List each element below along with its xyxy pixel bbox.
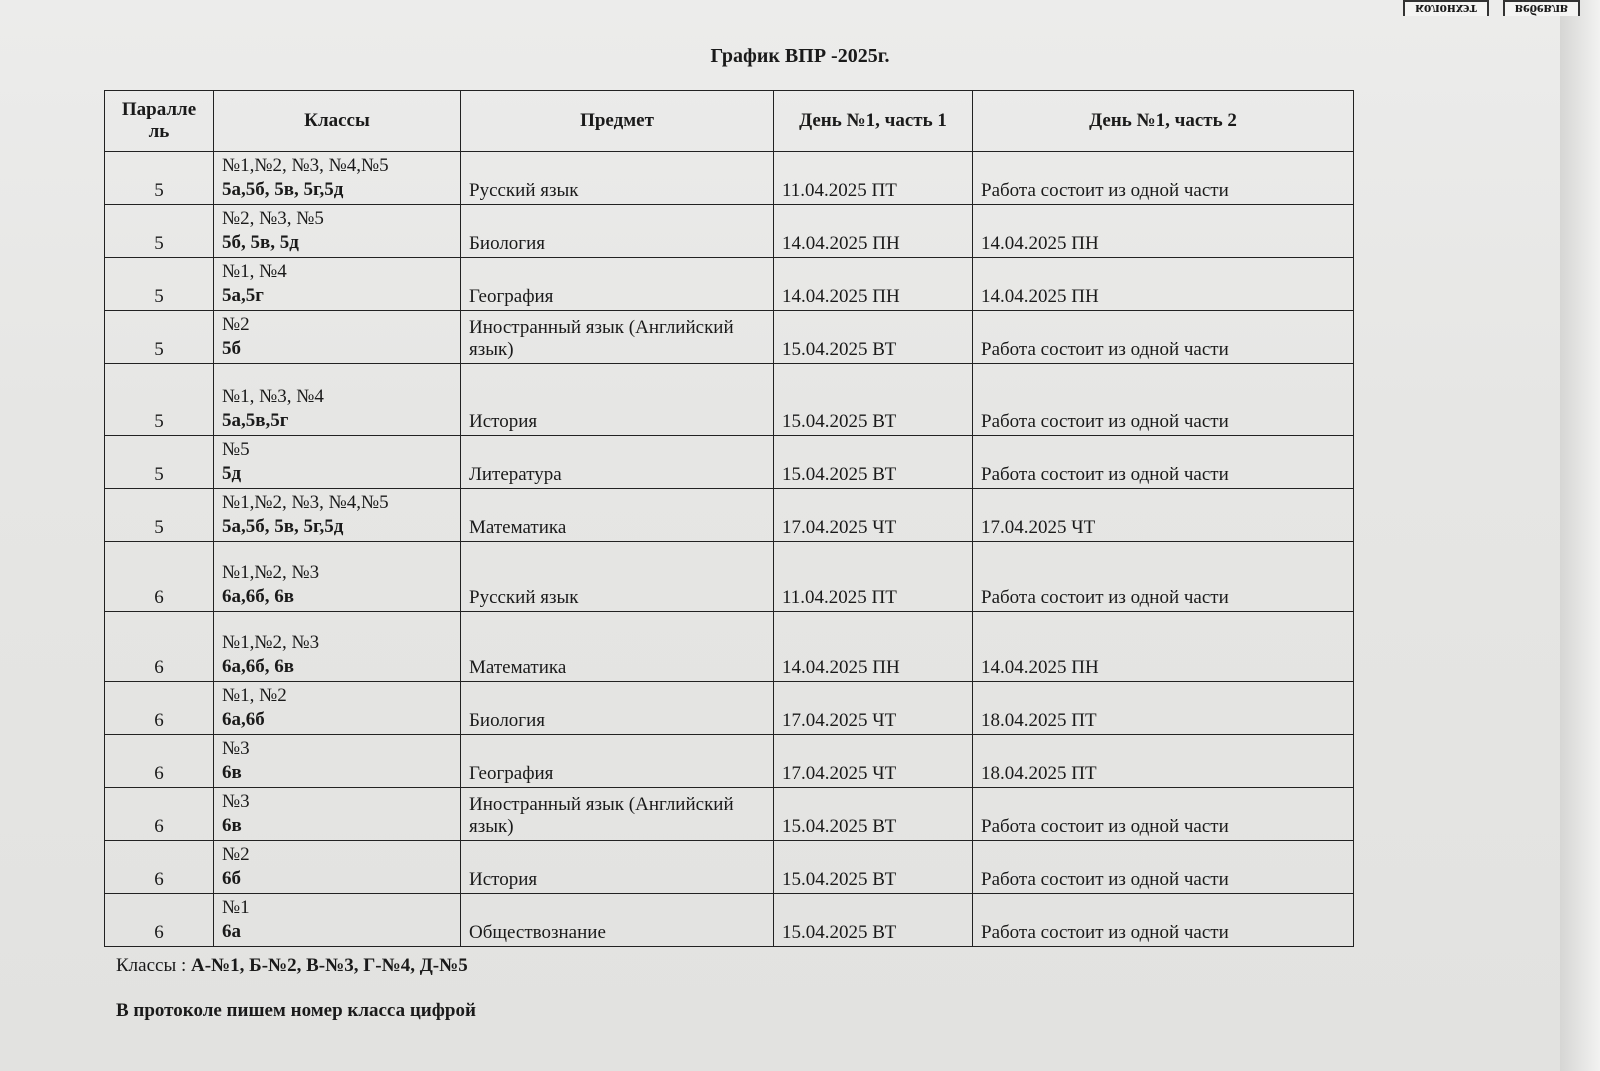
cell-day1-part1: 14.04.2025 ПН (774, 612, 973, 682)
cell-classes (214, 788, 461, 841)
cell-subject: Обществознание (461, 894, 774, 947)
cell-day1-part2: Работа состоит из одной части (973, 311, 1354, 364)
cell-subject: Русский язык (461, 542, 774, 612)
cell-day1-part1: 15.04.2025 ВТ (774, 788, 973, 841)
class-letters: 5а,5в,5г (222, 410, 289, 431)
table-row (105, 205, 1354, 258)
cell-day1-part2: 17.04.2025 ЧТ (973, 489, 1354, 542)
cell-classes (214, 612, 461, 682)
cell-subject: География (461, 258, 774, 311)
cell-parallel: 5 (105, 364, 214, 436)
cell-day1-part1: 15.04.2025 ВТ (774, 841, 973, 894)
table-row (105, 436, 1354, 489)
cell-subject: География (461, 735, 774, 788)
cell-day1-part2: Работа состоит из одной части (973, 894, 1354, 947)
header-day1-part1: День №1, часть 1 (774, 91, 973, 152)
class-letters: 6а (222, 921, 241, 942)
table-row (105, 311, 1354, 364)
class-numbers: №1, №2 (222, 685, 287, 706)
cell-day1-part1: 17.04.2025 ЧТ (774, 682, 973, 735)
page-title: График ВПР -2025г. (710, 45, 890, 67)
cell-classes (214, 205, 461, 258)
cell-day1-part1: 11.04.2025 ПТ (774, 542, 973, 612)
header-subject: Предмет (461, 91, 774, 152)
table-row (105, 542, 1354, 612)
cell-classes (214, 841, 461, 894)
table-row (105, 894, 1354, 947)
cell-day1-part2: 18.04.2025 ПТ (973, 735, 1354, 788)
cell-classes (214, 735, 461, 788)
table-row (105, 788, 1354, 841)
cell-day1-part2: Работа состоит из одной части (973, 364, 1354, 436)
class-letters: 5а,5г (222, 285, 264, 306)
table-row (105, 258, 1354, 311)
cell-subject: Биология (461, 205, 774, 258)
cell-parallel: 6 (105, 735, 214, 788)
class-letters: 5б (222, 338, 241, 359)
class-numbers: №1,№2, №3 (222, 562, 320, 583)
corner-label-2: вебевлв (1503, 0, 1580, 16)
cell-subject: Иностранный язык (Английский язык) (461, 788, 774, 841)
cell-classes (214, 894, 461, 947)
cell-subject: Математика (461, 612, 774, 682)
corner-labels (1403, 0, 1580, 16)
class-numbers: №1,№2, №3 (222, 632, 320, 653)
cell-parallel: 6 (105, 788, 214, 841)
table-row (105, 612, 1354, 682)
table-body (105, 152, 1354, 947)
cell-subject: Иностранный язык (Английский язык) (461, 311, 774, 364)
cell-parallel: 5 (105, 258, 214, 311)
class-letters: 5б, 5в, 5д (222, 232, 299, 253)
cell-classes (214, 436, 461, 489)
classes-legend-mapping: А-№1, Б-№2, В-№3, Г-№4, Д-№5 (191, 955, 468, 976)
cell-classes (214, 682, 461, 735)
cell-day1-part1: 15.04.2025 ВТ (774, 364, 973, 436)
class-letters: 6в (222, 815, 242, 836)
class-letters: 6б (222, 868, 241, 889)
cell-day1-part2: 14.04.2025 ПН (973, 612, 1354, 682)
cell-parallel: 6 (105, 682, 214, 735)
cell-day1-part1: 11.04.2025 ПТ (774, 152, 973, 205)
cell-classes (214, 364, 461, 436)
header-classes: Классы (214, 91, 461, 152)
cell-parallel: 5 (105, 152, 214, 205)
protocol-note: В протоколе пишем номер класса цифрой (116, 1000, 476, 1021)
cell-day1-part2: Работа состоит из одной части (973, 542, 1354, 612)
schedule-table (104, 90, 1354, 947)
class-numbers: №3 (222, 791, 250, 812)
cell-day1-part2: Работа состоит из одной части (973, 436, 1354, 489)
class-letters: 6а,6б, 6в (222, 586, 295, 607)
header-parallel: Паралле ль (105, 91, 214, 152)
cell-subject: Литература (461, 436, 774, 489)
corner-label-1: колонхэт (1403, 0, 1488, 16)
cell-classes (214, 489, 461, 542)
cell-day1-part1: 14.04.2025 ПН (774, 205, 973, 258)
class-letters: 5а,5б, 5в, 5г,5д (222, 179, 344, 200)
cell-day1-part1: 15.04.2025 ВТ (774, 311, 973, 364)
cell-day1-part2: Работа состоит из одной части (973, 152, 1354, 205)
cell-parallel: 5 (105, 436, 214, 489)
cell-subject: Русский язык (461, 152, 774, 205)
classes-legend-label: Классы : (116, 955, 191, 976)
cell-subject: Биология (461, 682, 774, 735)
class-numbers: №2 (222, 844, 250, 865)
cell-day1-part1: 15.04.2025 ВТ (774, 894, 973, 947)
class-letters: 6а,6б (222, 709, 265, 730)
class-numbers: №2, №3, №5 (222, 208, 324, 229)
class-numbers: №5 (222, 439, 250, 460)
table-row (105, 489, 1354, 542)
cell-classes (214, 311, 461, 364)
cell-parallel: 6 (105, 894, 214, 947)
class-numbers: №1,№2, №3, №4,№5 (222, 155, 389, 176)
class-numbers: №1, №4 (222, 261, 287, 282)
class-numbers: №2 (222, 314, 250, 335)
cell-day1-part2: 14.04.2025 ПН (973, 258, 1354, 311)
cell-classes (214, 258, 461, 311)
table-row (105, 364, 1354, 436)
header-day1-part2: День №1, часть 2 (973, 91, 1354, 152)
cell-parallel: 6 (105, 841, 214, 894)
cell-day1-part1: 15.04.2025 ВТ (774, 436, 973, 489)
cell-parallel: 6 (105, 542, 214, 612)
classes-legend (116, 955, 468, 977)
class-letters: 6а,6б, 6в (222, 656, 295, 677)
class-numbers: №3 (222, 738, 250, 759)
cell-day1-part2: 14.04.2025 ПН (973, 205, 1354, 258)
class-letters: 5д (222, 463, 242, 484)
cell-day1-part2: Работа состоит из одной части (973, 841, 1354, 894)
cell-day1-part1: 17.04.2025 ЧТ (774, 489, 973, 542)
adjacent-page-edge (1560, 0, 1600, 1071)
table-row (105, 841, 1354, 894)
cell-parallel: 6 (105, 612, 214, 682)
cell-day1-part1: 17.04.2025 ЧТ (774, 735, 973, 788)
class-letters: 5а,5б, 5в, 5г,5д (222, 516, 344, 537)
cell-parallel: 5 (105, 311, 214, 364)
table-header-row (105, 91, 1354, 152)
cell-day1-part2: Работа состоит из одной части (973, 788, 1354, 841)
cell-parallel: 5 (105, 205, 214, 258)
cell-subject: История (461, 364, 774, 436)
cell-classes (214, 542, 461, 612)
cell-day1-part1: 14.04.2025 ПН (774, 258, 973, 311)
table-row (105, 682, 1354, 735)
class-numbers: №1,№2, №3, №4,№5 (222, 492, 389, 513)
table-row (105, 735, 1354, 788)
class-letters: 6в (222, 762, 242, 783)
cell-classes (214, 152, 461, 205)
class-numbers: №1, №3, №4 (222, 386, 324, 407)
cell-subject: История (461, 841, 774, 894)
cell-day1-part2: 18.04.2025 ПТ (973, 682, 1354, 735)
class-numbers: №1 (222, 897, 250, 918)
cell-parallel: 5 (105, 489, 214, 542)
table-row (105, 152, 1354, 205)
cell-subject: Математика (461, 489, 774, 542)
